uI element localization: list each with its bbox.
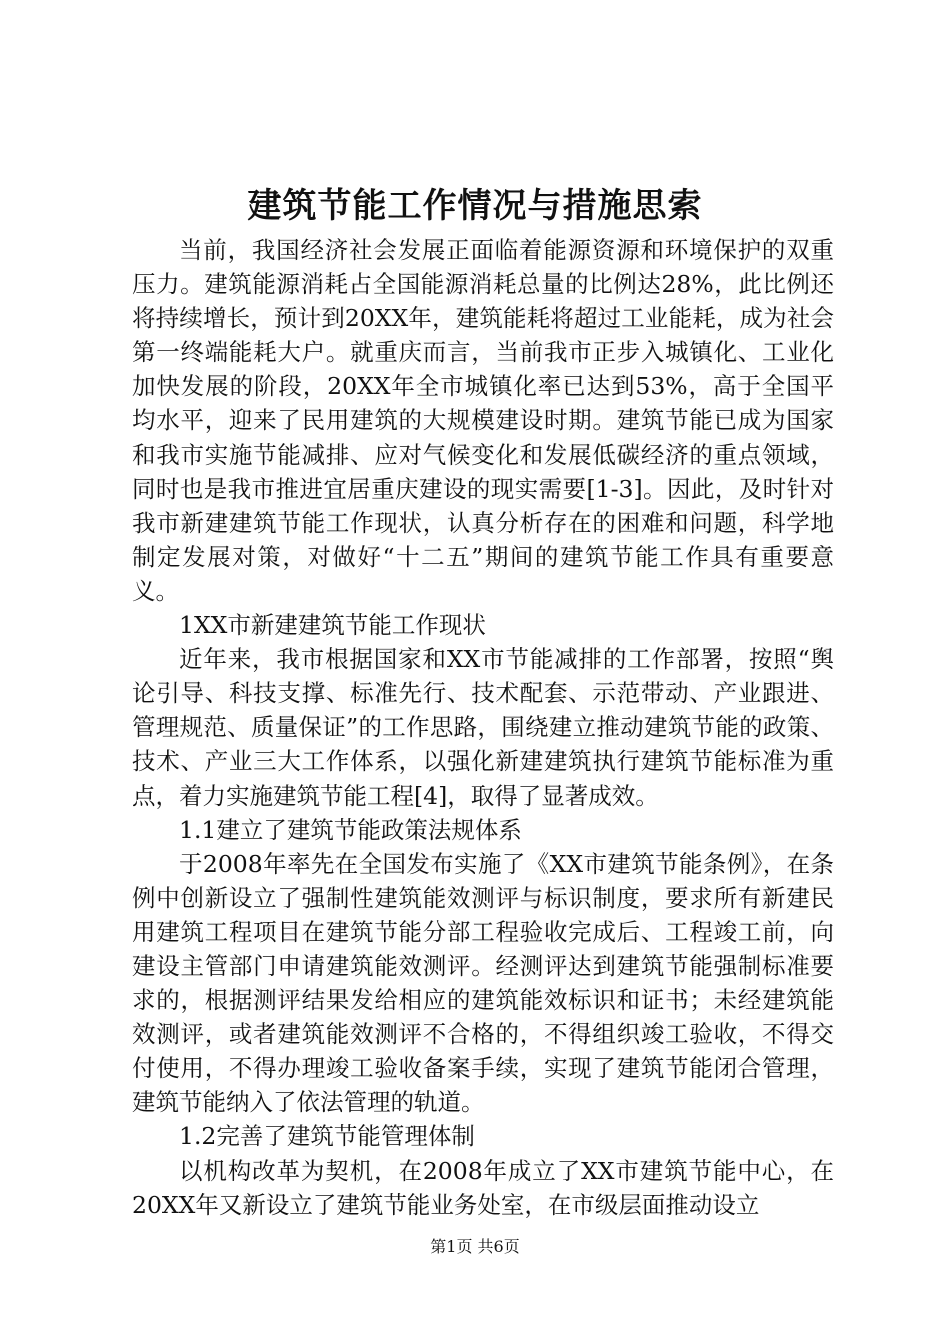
section-1-paragraph: 近年来，我市根据国家和XX市节能减排的工作部署，按照“舆论引导、科技支撑、标准先行、技术配套、示范带动、产业跟进、管理规范、质量保证”的工作思路，围绕建立推动建筑节能的政策、技术、产业三大工作体系，以强化新建建筑执行建筑节能标准为重点，着力实施建筑节能工程[4]，取得了显著成效。: [132, 645, 834, 810]
document-title: 建筑节能工作情况与措施思索: [247, 186, 703, 226]
subsection-1-1-paragraph: 于2008年率先在全国发布实施了《XX市建筑节能条例》，在条例中创新设立了强制性建筑能效测评与标识制度，要求所有新建民用建筑工程项目在建筑节能分部工程验收完成后、工程竣工前，向建设主管部门申请建筑能效测评。经测评达到建筑节能强制标准要求的，根据测评结果发给相应的建筑能效标识和证书；未经建筑能效测评，或者建筑能效测评不合格的，不得组织竣工验收，不得交付使用，不得办理竣工验收备案手续，实现了建筑节能闭合管理，建筑节能纳入了依法管理的轨道。: [132, 849, 834, 1117]
page-footer: 第1页 共6页: [430, 1237, 520, 1256]
document-body: [132, 233, 834, 1222]
subsection-1-2-paragraph: 以机构改革为契机，在2008年成立了XX市建筑节能中心，在20XX年又新设立了建筑节能业务处室，在市级层面推动设立: [132, 1156, 834, 1219]
section-heading-1: 1XX市新建建筑节能工作现状: [179, 611, 486, 640]
intro-paragraph: 当前，我国经济社会发展正面临着能源资源和环境保护的双重压力。建筑能源消耗占全国能源消耗总量的比例达28%，此比例还将持续增长，预计到20XX年，建筑能耗将超过工业能耗，成为社会第一终端能耗大户。就重庆而言，当前我市正步入城镇化、工业化加快发展的阶段，20XX年全市城镇化率已达到53%，高于全国平均水平，迎来了民用建筑的大规模建设时期。建筑节能已成为国家和我市实施节能减排、应对气候变化和发展低碳经济的重点领域，同时也是我市推进宜居重庆建设的现实需要[1-3]。因此，及时针对我市新建建筑节能工作现状，认真分析存在的困难和问题，科学地制定发展对策，对做好“十二五”期间的建筑节能工作具有重要意义。: [132, 236, 834, 605]
subsection-heading-1-2: 1.2完善了建筑节能管理体制: [179, 1122, 475, 1151]
subsection-heading-1-1: 1.1建立了建筑节能政策法规体系: [179, 815, 522, 844]
